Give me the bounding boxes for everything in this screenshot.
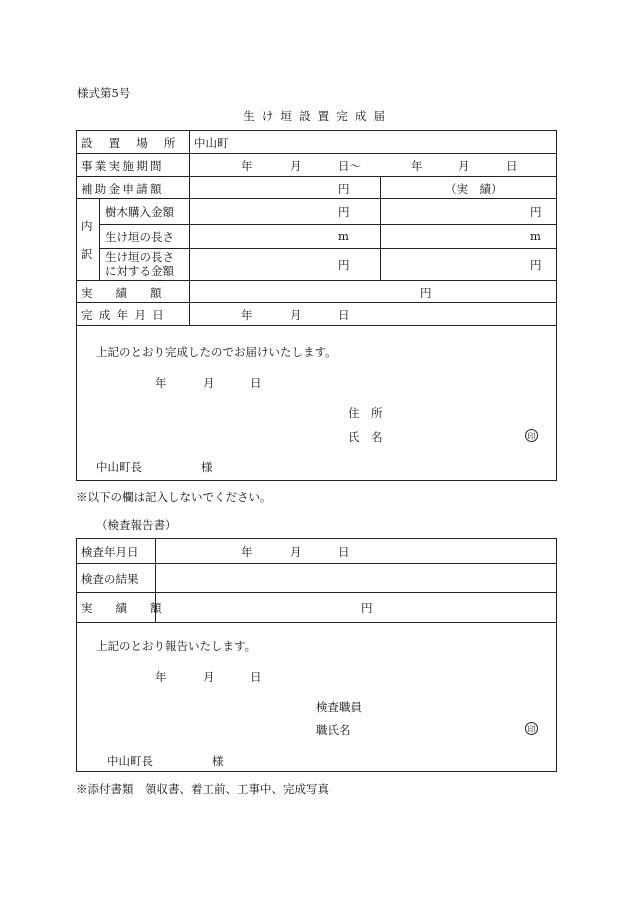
inspection-result-label: 検査の結果: [81, 572, 139, 586]
inspection-heading: （検査報告書）: [96, 518, 177, 532]
tree-cost-label: 樹木購入金額: [105, 205, 174, 219]
period-start-year: 年: [241, 159, 253, 173]
inspection-year: 年: [241, 545, 253, 559]
page-title: 生 け 垣 設 置 完 成 届: [243, 109, 387, 123]
completion-year: 年: [241, 308, 253, 322]
location-label: 設 置 場 所: [81, 136, 178, 150]
hedge-length-actual-unit: m: [530, 229, 541, 243]
inspection-amount-unit: 円: [361, 601, 373, 615]
attachments-note: ※添付書類 領収書、着工前、工事中、完成写真: [76, 782, 329, 796]
honorific: 様: [201, 460, 213, 474]
actual-header: （実 績）: [445, 182, 503, 196]
tree-cost-unit: 円: [338, 205, 350, 219]
tree-cost-actual-unit: 円: [530, 205, 542, 219]
notice-text: ※以下の欄は記入しないでください。: [76, 490, 272, 504]
report-honorific: 様: [212, 754, 224, 768]
subsidy-unit: 円: [338, 182, 350, 196]
completion-day: 日: [338, 308, 350, 322]
declaration-year: 年: [155, 376, 167, 390]
declaration-day: 日: [250, 376, 262, 390]
hedge-length-unit: m: [338, 229, 349, 243]
period-label: 事業実施期間: [81, 159, 164, 173]
breakdown-label-2: 訳: [81, 247, 93, 261]
inspection-date-label: 検査年月日: [81, 545, 139, 559]
report-day: 日: [250, 670, 262, 684]
period-start-day: 日〜: [338, 159, 361, 173]
period-end-day: 日: [506, 159, 518, 173]
declaration-month: 月: [203, 376, 215, 390]
per-length-actual-unit: 円: [530, 258, 542, 272]
inspection-amount-label: 実 績 額: [81, 601, 162, 615]
report-year: 年: [155, 670, 167, 684]
report-addressee: 中山町長: [107, 754, 153, 768]
completion-date-label: 完成年月日: [81, 308, 171, 322]
hedge-length-label: 生け垣の長さ: [105, 230, 174, 244]
address-label: 住 所: [348, 406, 383, 420]
report-month: 月: [203, 670, 215, 684]
actual-amount-unit: 円: [420, 286, 432, 300]
actual-amount-label: 実 績 額: [81, 286, 162, 300]
completion-month: 月: [290, 308, 302, 322]
form-number: 様式第5号: [77, 86, 131, 100]
name-label: 氏 名: [348, 430, 383, 444]
period-end-year: 年: [411, 159, 423, 173]
declaration-statement: 上記のとおり完成したのでお届けいたします。: [96, 345, 337, 359]
report-statement: 上記のとおり報告いたします。: [96, 639, 257, 653]
subsidy-label: 補助金申請額: [81, 182, 164, 196]
period-end-month: 月: [458, 159, 470, 173]
report-seal-mark: 印: [525, 722, 538, 735]
location-value: 中山町: [194, 136, 229, 150]
seal-mark: 印: [525, 429, 538, 442]
period-start-month: 月: [290, 159, 302, 173]
per-length-unit: 円: [338, 258, 350, 272]
per-length-label: 生け垣の長さに対する金額: [105, 250, 174, 278]
addressee: 中山町長: [96, 460, 142, 474]
inspection-day: 日: [338, 545, 350, 559]
inspection-month: 月: [290, 545, 302, 559]
inspector-label: 検査職員: [316, 700, 362, 714]
breakdown-label-1: 内: [81, 219, 93, 233]
inspector-name-label: 職氏名: [316, 723, 351, 737]
